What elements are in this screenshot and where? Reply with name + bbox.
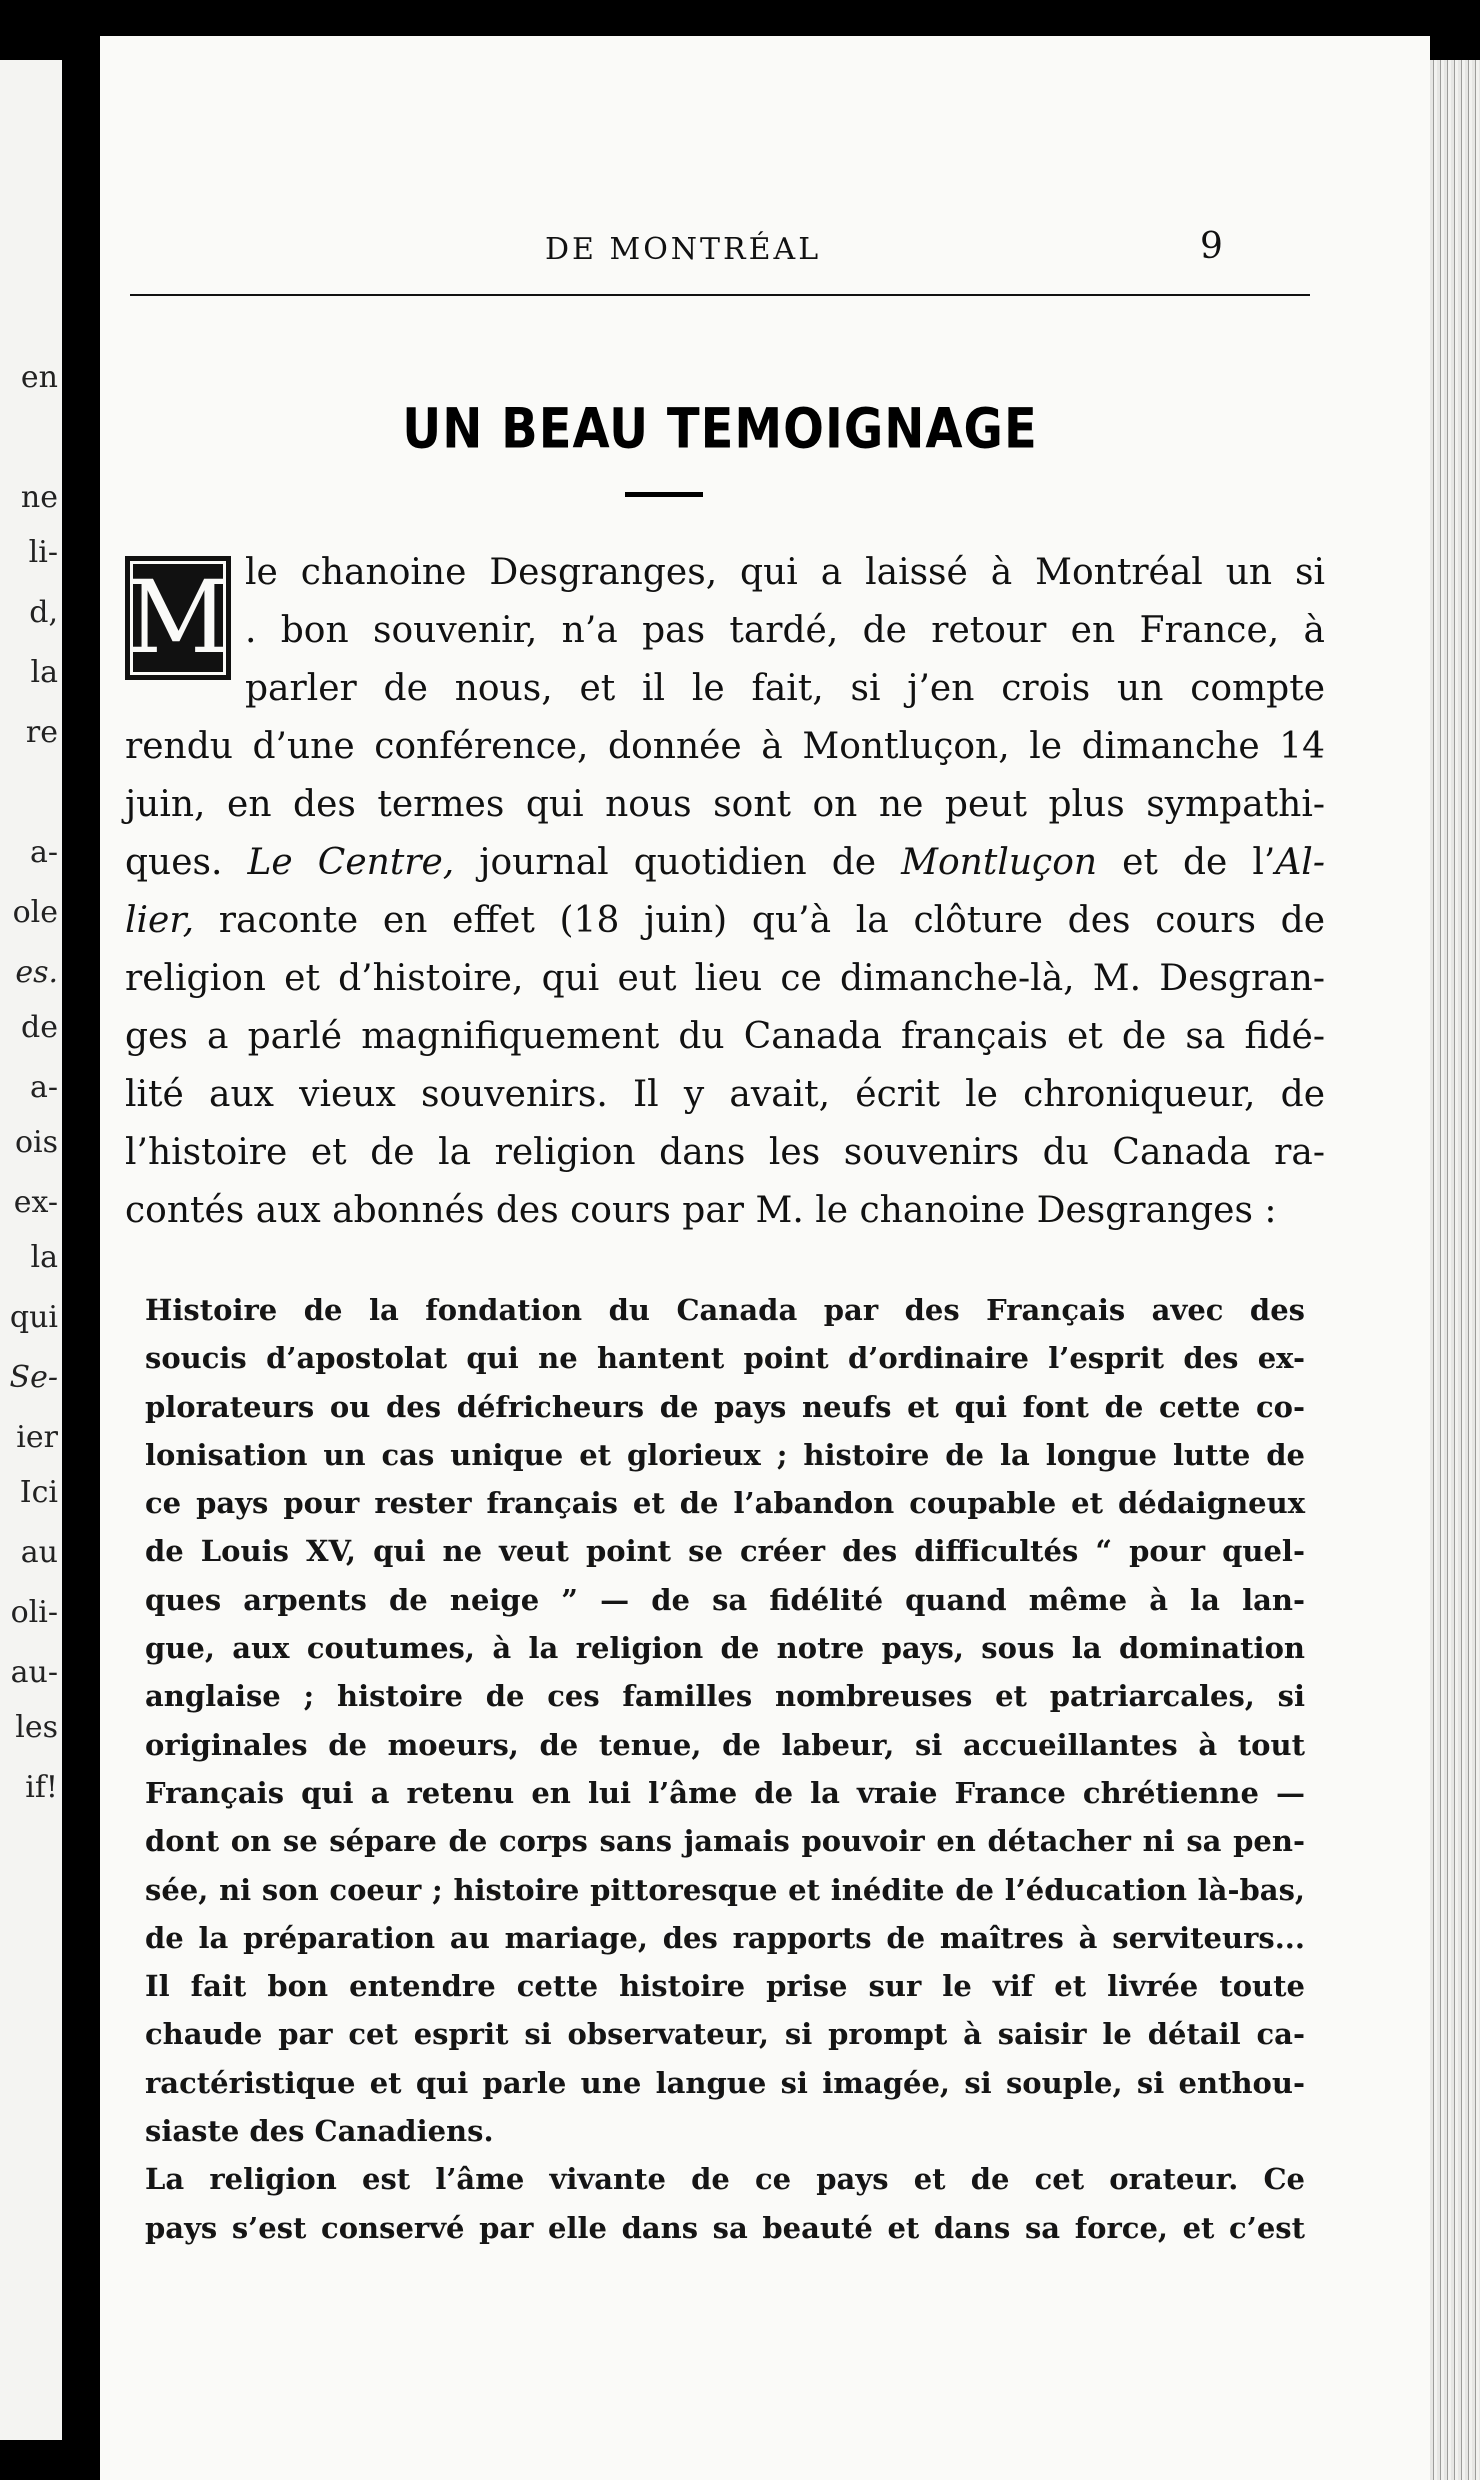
left-fragment: re [25, 715, 58, 750]
left-fragment: a- [29, 835, 58, 870]
left-fragment: de [21, 1010, 58, 1045]
left-fragment: ne [20, 480, 58, 515]
article-title: UN BEAU TEMOIGNAGE [402, 396, 1038, 462]
body-line: parler de nous, et il le fait, si j’en crois un compte [245, 668, 1325, 709]
quote-line: siaste des Canadiens. [145, 2114, 494, 2149]
quote-line: de Louis XV, qui ne veut point se créer des difficultés “ pour quel- [145, 1534, 1305, 1569]
quote-line: ce pays pour rester français et de l’abandon coupable et dédaigneux [145, 1486, 1305, 1521]
body-line: religion et d’histoire, qui eut lieu ce dimanche-là, M. Desgran- [125, 958, 1325, 999]
body-line: ges a parlé magnifiquement du Canada français et de sa fidé- [125, 1016, 1325, 1057]
left-fragment: li- [28, 535, 58, 570]
body-line: ques. Le Centre, journal quotidien de Montluçon et de l’Al- [125, 842, 1325, 883]
title-rule [625, 492, 703, 497]
body-line: contés aux abonnés des cours par M. le chanoine Desgranges : [125, 1190, 1277, 1231]
left-fragment: les [15, 1710, 58, 1745]
quoted-report [145, 1286, 1305, 2252]
left-fragment: au [20, 1535, 58, 1570]
quote-line: Il fait bon entendre cette histoire prise sur le vif et livrée toute [145, 1969, 1305, 2004]
quote-line: chaude par cet esprit si observateur, si prompt à saisir le détail ca- [145, 2017, 1305, 2052]
left-fragment: ois [14, 1125, 58, 1160]
page-header [100, 36, 1430, 296]
quote-line: gue, aux coutumes, à la religion de notre pays, sous la domination [145, 1631, 1305, 1666]
body-line: . bon souvenir, n’a pas tardé, de retour en France, à [245, 610, 1325, 651]
left-fragment: d, [29, 595, 58, 630]
left-fragment: ex- [13, 1185, 58, 1220]
left-fragment: Ici [19, 1475, 58, 1510]
left-page-edge [0, 60, 62, 2440]
left-fragment: la [30, 655, 58, 690]
left-fragment: Se- [9, 1360, 58, 1395]
left-fragment: la [30, 1240, 58, 1275]
quote-line: originales de moeurs, de tenue, de labeur, si accueillantes à tout [145, 1727, 1305, 1762]
quote-line: pays s’est conservé par elle dans sa beauté et dans sa force, et c’est [145, 2210, 1305, 2245]
running-head: DE MONTRÉAL [545, 232, 822, 267]
left-fragment: if! [25, 1770, 58, 1805]
header-rule [130, 294, 1310, 296]
article-body [125, 544, 1325, 1240]
quote-line: plorateurs ou des défricheurs de pays neufs et qui font de cette co- [145, 1389, 1305, 1424]
body-line: lité aux vieux souvenirs. Il y avait, écrit le chroniqueur, de [125, 1074, 1325, 1115]
left-fragment: ole [12, 895, 58, 930]
quote-line: de la préparation au mariage, des rapports de maîtres à serviteurs... [145, 1920, 1305, 1955]
quote-line: soucis d’apostolat qui ne hantent point d’ordinaire l’esprit des ex- [145, 1341, 1305, 1376]
quote-line: anglaise ; histoire de ces familles nombreuses et patriarcales, si [145, 1679, 1305, 1714]
quote-line: ques arpents de neige ” — de sa fidélité quand même à la lan- [145, 1582, 1305, 1617]
quote-line: sée, ni son coeur ; histoire pittoresque et inédite de l’éducation là-bas, [145, 1872, 1305, 1907]
quote-line: dont on se sépare de corps sans jamais pouvoir en détacher ni sa pen- [145, 1824, 1305, 1859]
left-fragment: qui [9, 1300, 58, 1335]
left-fragment: au- [10, 1655, 58, 1690]
body-line: l’histoire et de la religion dans les souvenirs du Canada ra- [125, 1132, 1325, 1173]
page-number: 9 [1200, 226, 1223, 267]
book-page [100, 36, 1430, 2480]
body-line: rendu d’une conférence, donnée à Montluçon, le dimanche 14 [125, 726, 1325, 767]
left-fragment: a- [29, 1070, 58, 1105]
drop-cap: M [125, 556, 231, 680]
quote-line: Français qui a retenu en lui l’âme de la vraie France chrétienne — [145, 1775, 1305, 1810]
quote-line: La religion est l’âme vivante de ce pays et de cet orateur. Ce [145, 2162, 1305, 2197]
body-line: juin, en des termes qui nous sont on ne peut plus sympathi- [125, 784, 1325, 825]
left-fragment: es. [15, 955, 58, 990]
left-fragment: oli- [10, 1595, 58, 1630]
body-line: lier, raconte en effet (18 juin) qu’à la clôture des cours de [125, 900, 1325, 941]
quote-line: lonisation un cas unique et glorieux ; histoire de la longue lutte de [145, 1437, 1305, 1472]
left-fragment: en [20, 360, 58, 395]
right-page-edges [1430, 60, 1480, 2480]
quote-line: Histoire de la fondation du Canada par des Français avec des [145, 1293, 1305, 1327]
body-line: le chanoine Desgranges, qui a laissé à Montréal un si [245, 552, 1325, 593]
quote-line: ractéristique et qui parle une langue si imagée, si souple, si enthou- [145, 2065, 1305, 2100]
left-fragment: ier [16, 1420, 58, 1455]
